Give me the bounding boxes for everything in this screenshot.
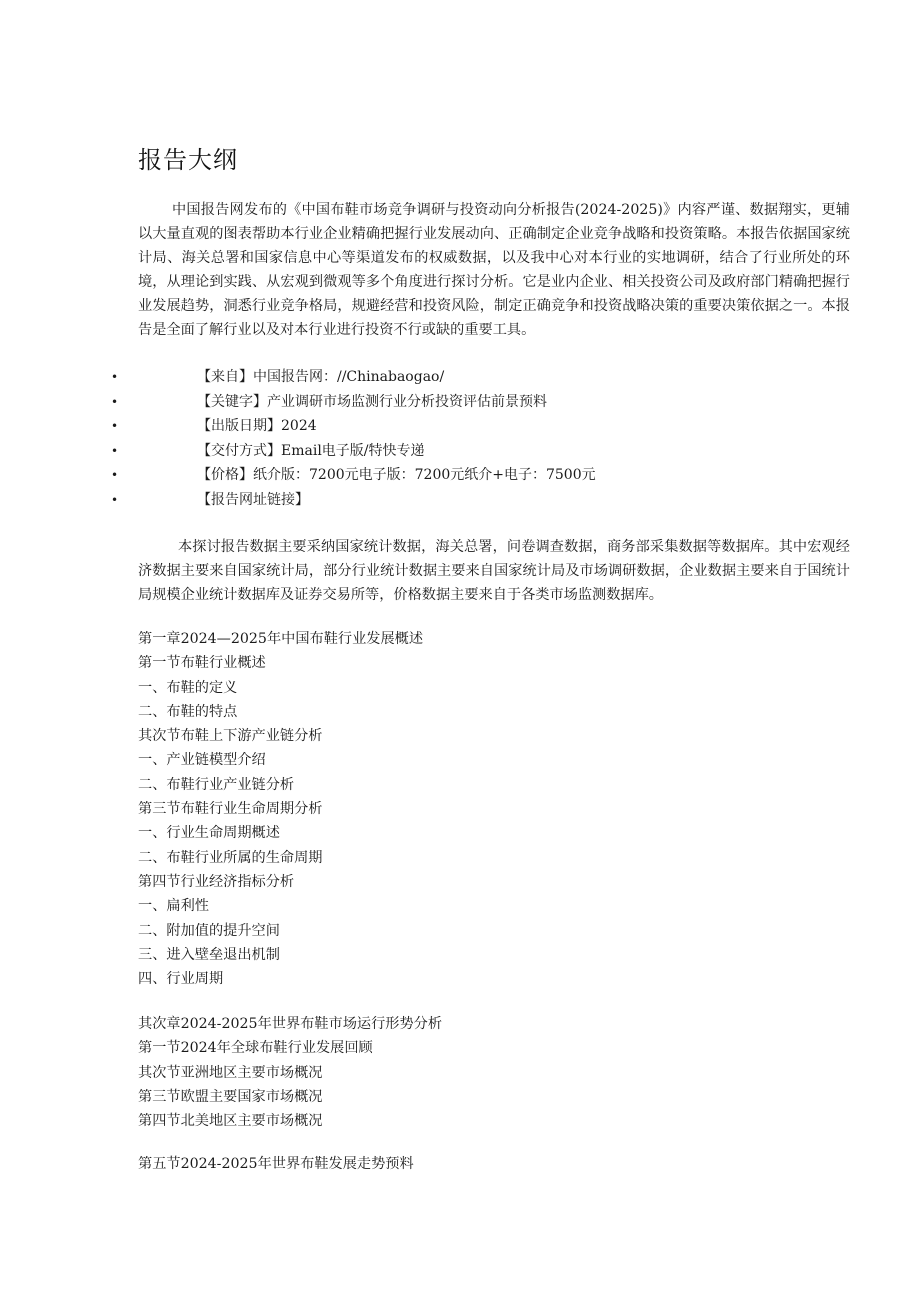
meta-item-publish-date bbox=[0, 414, 920, 439]
toc-section: 第三节欧盟主要国家市场概况 bbox=[138, 1088, 323, 1105]
toc-chapter-2 bbox=[138, 1012, 442, 1133]
toc-section: 其次节布鞋上下游产业链分析 bbox=[138, 728, 323, 745]
toc-section: 第一节布鞋行业概述 bbox=[138, 655, 266, 672]
toc-item: 四、行业周期 bbox=[138, 971, 224, 988]
meta-link-text: 【报告网址链接】 bbox=[197, 491, 309, 508]
toc-item: 二、布鞋的特点 bbox=[138, 703, 238, 720]
intro-paragraph: 中国报告网发布的《中国布鞋市场竞争调研与投资动向分析报告(2024-2025)》内容严谨、数据翔实，更辅以大量直观的图表帮助本行业企业精确把握行业发展动向、正确制定企业竞争战略和投资策略。本报告依据国家统计局、海关总署和国家信息中心等渠道发布的权威数据，以及我中心对本行业的实地调研，结合了行业所处的环境，从理论到实践、从宏观到微观等多个角度进行探讨分析。它是业内企业、相关投资公司及政府部门精确把握行业发展趋势，洞悉行业竞争格局，规避经营和投资风险，制定正确竞争和投资战略决策的重要决策依据之一。本报告是全面了解行业以及对本行业进行投资不行或缺的重要工具。 bbox=[138, 202, 850, 338]
toc-item: 二、附加值的提升空间 bbox=[138, 922, 280, 939]
meta-delivery-text: 【交付方式】Email电子版/特快专递 bbox=[197, 442, 425, 459]
meta-item-source bbox=[0, 365, 920, 390]
toc-item: 三、进入壁垒退出机制 bbox=[138, 946, 280, 963]
bullet-icon: • bbox=[111, 370, 119, 384]
toc-section: 第一节2024年全球布鞋行业发展回顾 bbox=[138, 1040, 373, 1057]
meta-price-text: 【价格】纸介版：7200元电子版：7200元纸介+电子：7500元 bbox=[197, 467, 596, 483]
page-title: 报告大纲 bbox=[138, 146, 238, 174]
toc-item: 一、行业生命周期概述 bbox=[138, 825, 280, 842]
meta-source-text: 【来自】中国报告网：//Chinabaogao/ bbox=[197, 369, 445, 385]
data-source-paragraph: 本探讨报告数据主要采纳国家统计数据，海关总署，问卷调查数据，商务部采集数据等数据库。其中宏观经济数据主要来自国家统计局，部分行业统计数据主要来自国家统计局及市场调研数据，企业数据主要来自于国统计局规模企业统计数据库及证券交易所等，价格数据主要来自于各类市场监测数据库。 bbox=[138, 539, 850, 603]
meta-item-price bbox=[0, 463, 920, 488]
bullet-icon: • bbox=[111, 419, 119, 433]
bullet-icon: • bbox=[111, 394, 119, 409]
toc-item: 一、布鞋的定义 bbox=[138, 679, 238, 696]
meta-item-delivery bbox=[0, 439, 920, 464]
toc-section: 第五节2024-2025年世界布鞋发展走势预料 bbox=[138, 1156, 414, 1172]
meta-keywords-text: 【关键字】产业调研市场监测行业分析投资评估前景预料 bbox=[197, 393, 547, 410]
toc-section: 其次节亚洲地区主要市场概况 bbox=[138, 1064, 323, 1081]
toc-item: 一、产业链模型介绍 bbox=[138, 752, 266, 769]
bullet-icon: • bbox=[111, 443, 119, 458]
bullet-icon: • bbox=[111, 492, 119, 507]
meta-item-keywords bbox=[0, 390, 920, 415]
toc-chapter-2-continued bbox=[138, 1152, 414, 1176]
toc-item: 二、布鞋行业所属的生命周期 bbox=[138, 849, 323, 866]
toc-item: 二、布鞋行业产业链分析 bbox=[138, 776, 295, 793]
meta-item-link bbox=[0, 488, 920, 513]
meta-publish-date-text: 【出版日期】2024 bbox=[197, 418, 317, 434]
toc-chapter-1 bbox=[138, 627, 423, 991]
report-meta-list bbox=[0, 365, 920, 512]
toc-chapter-heading: 其次章2024-2025年世界布鞋市场运行形势分析 bbox=[138, 1016, 443, 1032]
bullet-icon: • bbox=[111, 468, 119, 482]
toc-section: 第四节北美地区主要市场概况 bbox=[138, 1113, 323, 1130]
toc-item: 一、扁利性 bbox=[138, 898, 209, 915]
toc-chapter-heading: 第一章2024—2025年中国布鞋行业发展概述 bbox=[138, 631, 424, 647]
toc-section: 第四节行业经济指标分析 bbox=[138, 873, 295, 890]
toc-section: 第三节布鞋行业生命周期分析 bbox=[138, 801, 323, 818]
